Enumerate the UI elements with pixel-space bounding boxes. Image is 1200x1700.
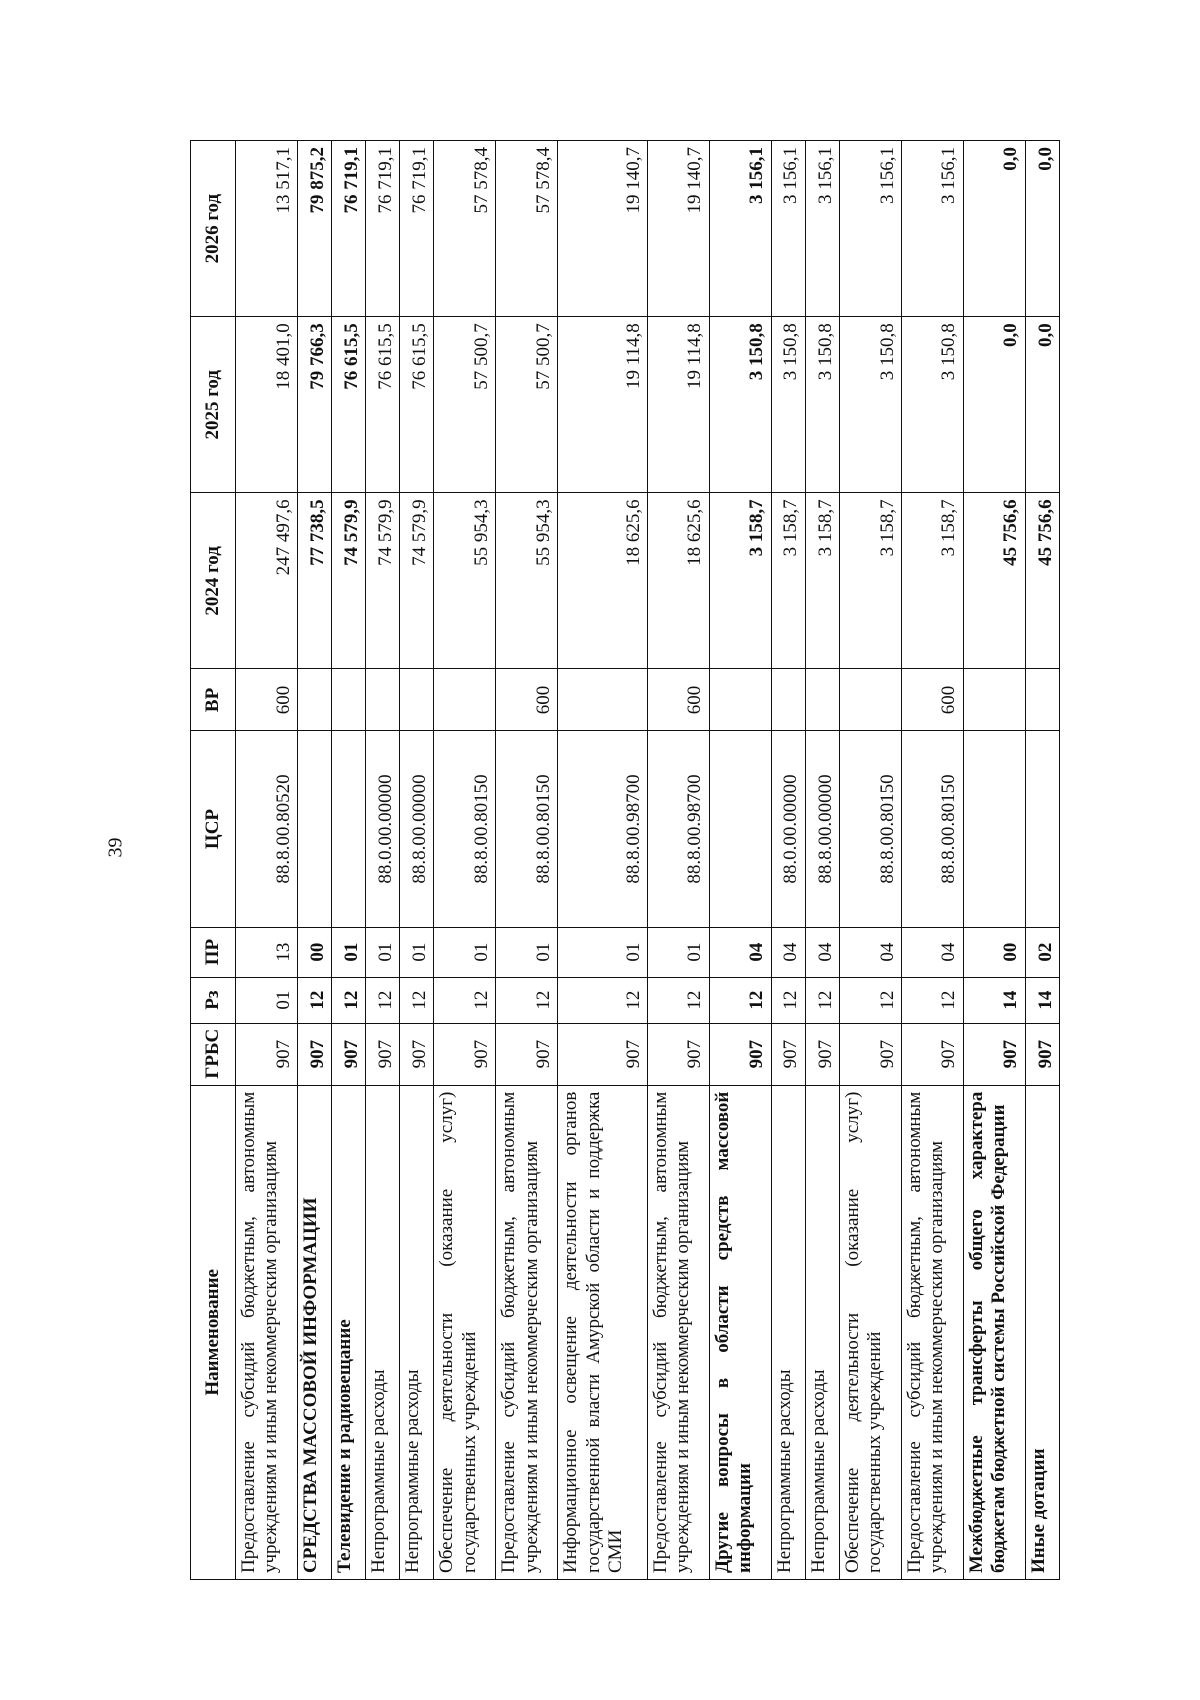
cell-vr: 600 — [647, 669, 709, 731]
cell-pr: 01 — [332, 927, 366, 977]
cell-rz: 12 — [400, 977, 434, 1023]
cell-vr — [839, 669, 901, 731]
table-row — [236, 141, 298, 1580]
cell-2025: 0,0 — [963, 317, 1025, 493]
cell-name: Непрограммные расходы — [366, 1085, 400, 1579]
table-row — [647, 141, 709, 1580]
cell-grbs: 907 — [332, 1023, 366, 1085]
cell-name: Другие вопросы в области средств массовой информации — [709, 1085, 771, 1579]
header-name: Наименование — [191, 1085, 236, 1579]
cell-pr: 01 — [496, 927, 558, 977]
cell-rz: 12 — [839, 977, 901, 1023]
cell-2024: 45 756,6 — [1025, 493, 1059, 669]
cell-2025: 3 150,8 — [839, 317, 901, 493]
table-header-row — [191, 141, 236, 1580]
cell-vr — [332, 669, 366, 731]
cell-2024: 3 158,7 — [709, 493, 771, 669]
cell-2024: 74 579,9 — [366, 493, 400, 669]
cell-2026: 13 517,1 — [236, 141, 298, 317]
cell-grbs: 907 — [366, 1023, 400, 1085]
cell-pr: 04 — [901, 927, 963, 977]
cell-grbs: 907 — [496, 1023, 558, 1085]
cell-rz: 14 — [963, 977, 1025, 1023]
table-row — [709, 141, 771, 1580]
cell-vr: 600 — [496, 669, 558, 731]
header-2025: 2025 год — [191, 317, 236, 493]
table-row — [839, 141, 901, 1580]
cell-2025: 3 150,8 — [805, 317, 839, 493]
cell-2024: 55 954,3 — [434, 493, 496, 669]
cell-2024: 3 158,7 — [805, 493, 839, 669]
cell-2024: 3 158,7 — [771, 493, 805, 669]
cell-2024: 74 579,9 — [332, 493, 366, 669]
cell-pr: 01 — [558, 927, 648, 977]
cell-csr: 88.8.00.80150 — [496, 731, 558, 927]
cell-rz: 12 — [771, 977, 805, 1023]
cell-rz: 14 — [1025, 977, 1059, 1023]
cell-rz: 12 — [496, 977, 558, 1023]
cell-csr — [332, 731, 366, 927]
cell-vr — [963, 669, 1025, 731]
cell-rz: 12 — [332, 977, 366, 1023]
cell-2025: 76 615,5 — [400, 317, 434, 493]
cell-csr: 88.8.00.80150 — [901, 731, 963, 927]
cell-name: Телевидение и радиовещание — [332, 1085, 366, 1579]
cell-2026: 19 140,7 — [558, 141, 648, 317]
cell-csr: 88.8.00.00000 — [805, 731, 839, 927]
cell-name: Предоставление субсидий бюджетным, автономным учреждениям и иным некоммерческим организациям — [901, 1085, 963, 1579]
cell-2024: 3 158,7 — [901, 493, 963, 669]
cell-2026: 3 156,1 — [709, 141, 771, 317]
table-row — [805, 141, 839, 1580]
cell-grbs: 907 — [805, 1023, 839, 1085]
cell-pr: 04 — [805, 927, 839, 977]
cell-2026: 19 140,7 — [647, 141, 709, 317]
cell-name: Непрограммные расходы — [400, 1085, 434, 1579]
cell-rz: 12 — [709, 977, 771, 1023]
cell-2025: 76 615,5 — [366, 317, 400, 493]
cell-2026: 57 578,4 — [434, 141, 496, 317]
cell-grbs: 907 — [434, 1023, 496, 1085]
cell-2026: 76 719,1 — [366, 141, 400, 317]
cell-2025: 0,0 — [1025, 317, 1059, 493]
cell-2024: 77 738,5 — [297, 493, 331, 669]
cell-grbs: 907 — [1025, 1023, 1059, 1085]
cell-csr — [1025, 731, 1059, 927]
cell-csr: 88.8.00.98700 — [647, 731, 709, 927]
cell-csr: 88.0.00.00000 — [771, 731, 805, 927]
header-csr: ЦСР — [191, 731, 236, 927]
cell-name: СРЕДСТВА МАССОВОЙ ИНФОРМАЦИИ — [297, 1085, 331, 1579]
table-row — [366, 141, 400, 1580]
cell-name: Обеспечение деятельности (оказание услуг) государственных учреждений — [434, 1085, 496, 1579]
cell-name: Предоставление субсидий бюджетным, автономным учреждениям и иным некоммерческим организациям — [236, 1085, 298, 1579]
cell-pr: 02 — [1025, 927, 1059, 977]
cell-rz: 12 — [647, 977, 709, 1023]
cell-2026: 0,0 — [963, 141, 1025, 317]
header-2026: 2026 год — [191, 141, 236, 317]
cell-2025: 19 114,8 — [558, 317, 648, 493]
cell-pr: 01 — [366, 927, 400, 977]
cell-2026: 76 719,1 — [332, 141, 366, 317]
header-vr: ВР — [191, 669, 236, 731]
cell-2026: 3 156,1 — [771, 141, 805, 317]
cell-grbs: 907 — [558, 1023, 648, 1085]
cell-2026: 3 156,1 — [805, 141, 839, 317]
cell-rz: 12 — [434, 977, 496, 1023]
cell-grbs: 907 — [297, 1023, 331, 1085]
cell-csr: 88.8.00.00000 — [400, 731, 434, 927]
cell-2024: 18 625,6 — [558, 493, 648, 669]
cell-pr: 01 — [434, 927, 496, 977]
cell-2024: 74 579,9 — [400, 493, 434, 669]
cell-rz: 01 — [236, 977, 298, 1023]
cell-2026: 3 156,1 — [901, 141, 963, 317]
cell-pr: 04 — [771, 927, 805, 977]
cell-grbs: 907 — [771, 1023, 805, 1085]
cell-2024: 55 954,3 — [496, 493, 558, 669]
cell-csr: 88.0.00.00000 — [366, 731, 400, 927]
cell-pr: 13 — [236, 927, 298, 977]
cell-2025: 76 615,5 — [332, 317, 366, 493]
table-row — [963, 141, 1025, 1580]
cell-rz: 12 — [558, 977, 648, 1023]
cell-2026: 79 875,2 — [297, 141, 331, 317]
cell-csr — [709, 731, 771, 927]
cell-vr — [400, 669, 434, 731]
cell-2025: 57 500,7 — [496, 317, 558, 493]
cell-csr — [963, 731, 1025, 927]
cell-vr — [771, 669, 805, 731]
cell-name: Обеспечение деятельности (оказание услуг) государственных учреждений — [839, 1085, 901, 1579]
header-grbs: ГРБС — [191, 1023, 236, 1085]
cell-grbs: 907 — [901, 1023, 963, 1085]
cell-2025: 3 150,8 — [771, 317, 805, 493]
cell-csr: 88.8.00.80150 — [434, 731, 496, 927]
cell-2026: 0,0 — [1025, 141, 1059, 317]
cell-name: Информационное освещение деятельности органов государственной власти Амурской области и поддержка СМИ — [558, 1085, 648, 1579]
cell-2025: 79 766,3 — [297, 317, 331, 493]
table-row — [496, 141, 558, 1580]
header-pr: ПР — [191, 927, 236, 977]
cell-vr — [434, 669, 496, 731]
cell-2024: 3 158,7 — [839, 493, 901, 669]
cell-2025: 19 114,8 — [647, 317, 709, 493]
cell-grbs: 907 — [839, 1023, 901, 1085]
cell-vr — [709, 669, 771, 731]
cell-pr: 01 — [400, 927, 434, 977]
cell-vr — [1025, 669, 1059, 731]
cell-2025: 3 150,8 — [901, 317, 963, 493]
cell-name: Межбюджетные трансферты общего характера бюджетам бюджетной системы Российской Федерации — [963, 1085, 1025, 1579]
cell-2024: 18 625,6 — [647, 493, 709, 669]
cell-grbs: 907 — [709, 1023, 771, 1085]
cell-csr: 88.8.00.80150 — [839, 731, 901, 927]
cell-grbs: 907 — [647, 1023, 709, 1085]
cell-2026: 57 578,4 — [496, 141, 558, 317]
cell-csr: 88.8.00.98700 — [558, 731, 648, 927]
table-body — [236, 141, 1060, 1580]
cell-name: Предоставление субсидий бюджетным, автономным учреждениям и иным некоммерческим организациям — [496, 1085, 558, 1579]
cell-name: Непрограммные расходы — [805, 1085, 839, 1579]
cell-2024: 247 497,6 — [236, 493, 298, 669]
cell-vr — [805, 669, 839, 731]
cell-grbs: 907 — [236, 1023, 298, 1085]
rotated-table-container — [190, 140, 1060, 1580]
cell-vr — [366, 669, 400, 731]
header-2024: 2024 год — [191, 493, 236, 669]
cell-grbs: 907 — [400, 1023, 434, 1085]
cell-2025: 3 150,8 — [709, 317, 771, 493]
cell-pr: 01 — [647, 927, 709, 977]
cell-grbs: 907 — [963, 1023, 1025, 1085]
table-row — [901, 141, 963, 1580]
cell-vr — [558, 669, 648, 731]
cell-rz: 12 — [901, 977, 963, 1023]
table-row — [400, 141, 434, 1580]
cell-2025: 57 500,7 — [434, 317, 496, 493]
table-row — [332, 141, 366, 1580]
cell-2026: 76 719,1 — [400, 141, 434, 317]
cell-pr: 04 — [839, 927, 901, 977]
table-row — [297, 141, 331, 1580]
cell-pr: 00 — [963, 927, 1025, 977]
cell-rz: 12 — [297, 977, 331, 1023]
cell-2025: 18 401,0 — [236, 317, 298, 493]
cell-pr: 00 — [297, 927, 331, 977]
table-row — [558, 141, 648, 1580]
cell-vr — [297, 669, 331, 731]
cell-pr: 04 — [709, 927, 771, 977]
cell-rz: 12 — [805, 977, 839, 1023]
cell-name: Предоставление субсидий бюджетным, автономным учреждениям и иным некоммерческим организациям — [647, 1085, 709, 1579]
page-number: 39 — [104, 837, 127, 858]
cell-csr — [297, 731, 331, 927]
cell-2026: 3 156,1 — [839, 141, 901, 317]
header-rz: Рз — [191, 977, 236, 1023]
table-row — [771, 141, 805, 1580]
table-row — [1025, 141, 1059, 1580]
cell-csr: 88.8.00.80520 — [236, 731, 298, 927]
cell-vr: 600 — [901, 669, 963, 731]
table-row — [434, 141, 496, 1580]
cell-2024: 45 756,6 — [963, 493, 1025, 669]
cell-name: Иные дотации — [1025, 1085, 1059, 1579]
cell-rz: 12 — [366, 977, 400, 1023]
budget-table — [190, 140, 1060, 1580]
cell-name: Непрограммные расходы — [771, 1085, 805, 1579]
cell-vr: 600 — [236, 669, 298, 731]
